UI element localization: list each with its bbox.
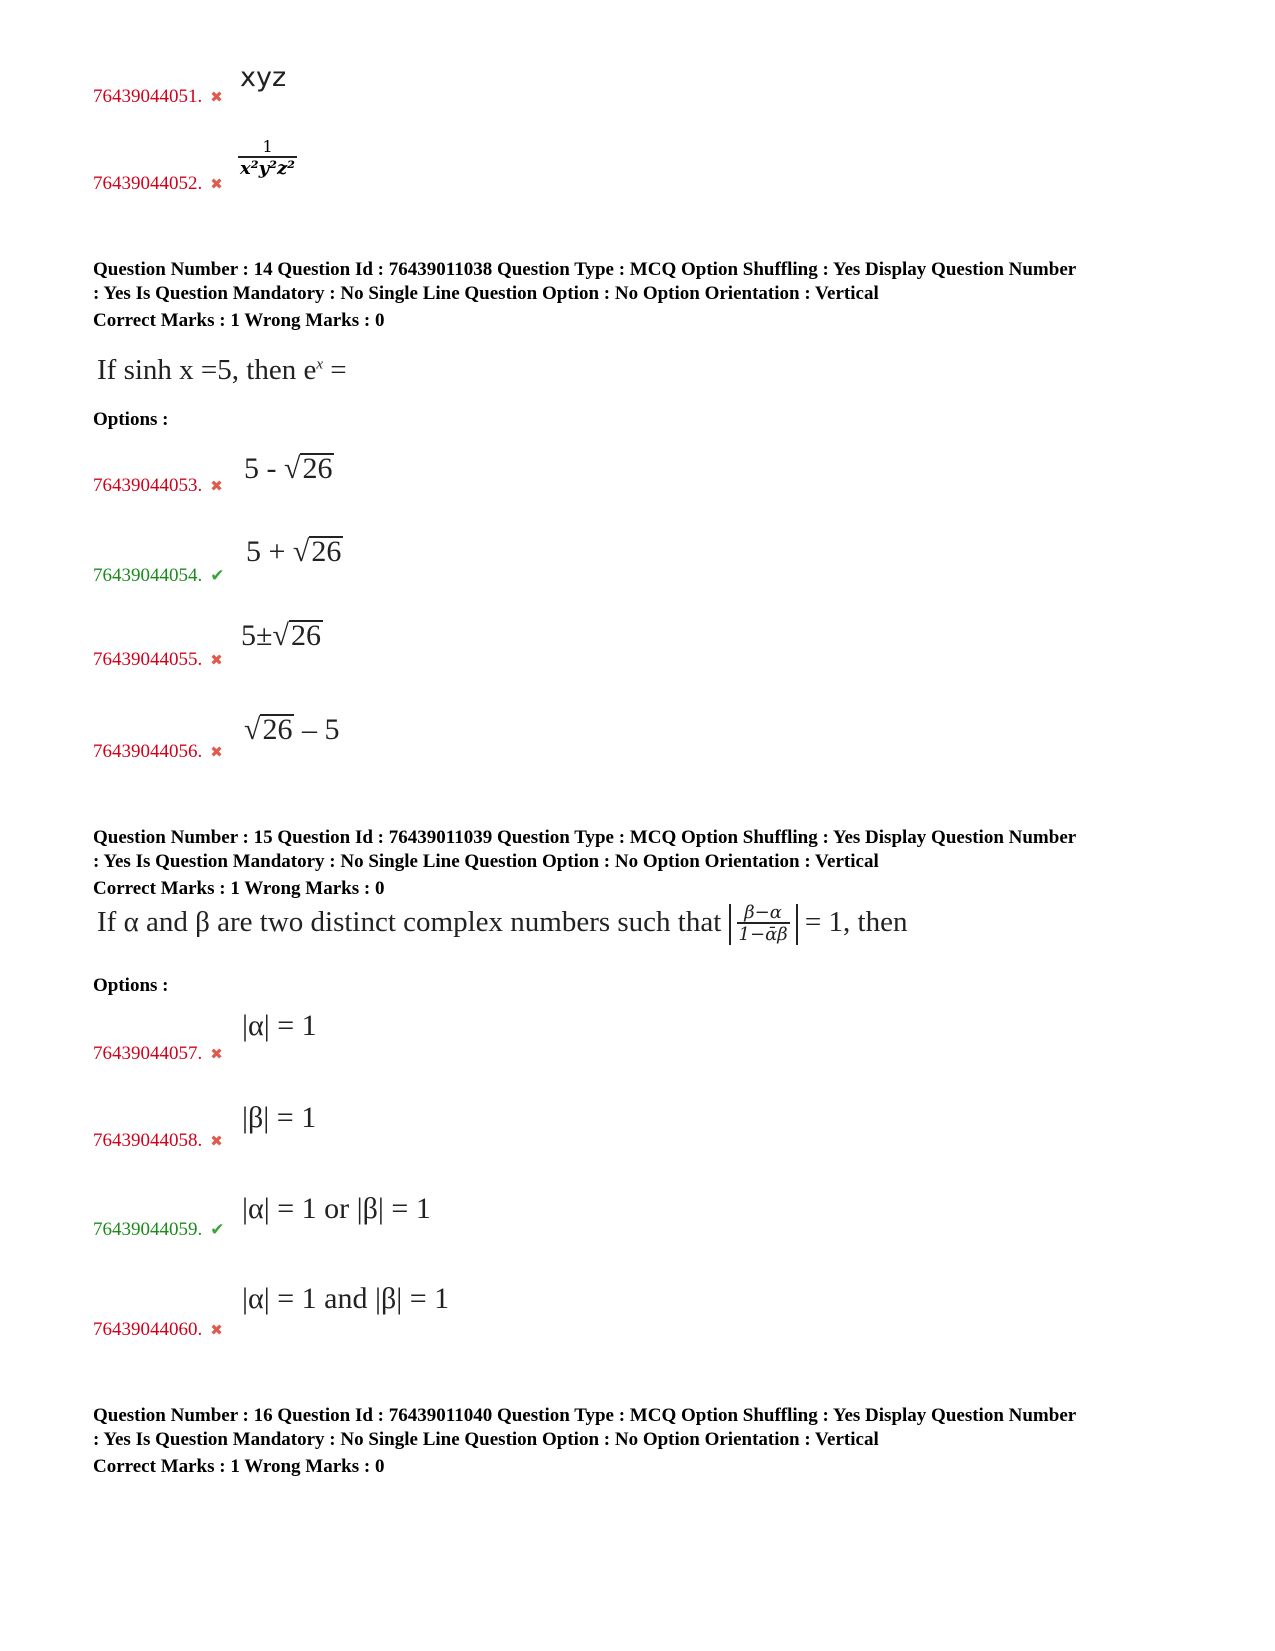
option-value: √26 – 5 <box>244 713 340 746</box>
question-text: If α and β are two distinct complex numbers such that $\frac{\beta-\alpha}{\text{1−ᾱβ}}$ = 1, then <box>97 902 908 945</box>
question-meta: Question Number : 15 Question Id : 76439011039 Question Type : MCQ Option Shuffling : Yes Display Question Number : Yes Is Question Mandatory : No Single Line Question Option : No Option Orientation : Vertical Correct Marks : 1 Wrong Marks : 0 <box>93 826 1203 901</box>
option-value: |α| = 1 <box>242 1009 317 1042</box>
question-meta: Question Number : 14 Question Id : 76439011038 Question Type : MCQ Option Shuffling : Yes Display Question Number : Yes Is Question Mandatory : No Single Line Question Option : No Option Orientation : Vertical Correct Marks : 1 Wrong Marks : 0 <box>93 258 1203 333</box>
option-id: 76439044052. ✖ <box>93 173 223 194</box>
wrong-icon: ✖ <box>210 477 223 495</box>
option-id: 76439044057. ✖ <box>93 1043 223 1064</box>
wrong-icon: ✖ <box>210 651 223 669</box>
option-id: 76439044056. ✖ <box>93 741 223 762</box>
question-meta: Question Number : 16 Question Id : 76439011040 Question Type : MCQ Option Shuffling : Yes Display Question Number : Yes Is Question Mandatory : No Single Line Question Option : No Option Orientation : Vertical Correct Marks : 1 Wrong Marks : 0 <box>93 1404 1203 1479</box>
option-id: 76439044059. ✔ <box>93 1219 225 1240</box>
question-text: If sinh x =5, then $e^x$ = <box>97 354 347 386</box>
option-value: |α| = 1 and |β| = 1 <box>242 1282 450 1315</box>
marks-line: Correct Marks : 1 Wrong Marks : 0 <box>93 1456 385 1477</box>
options-label: Options : <box>93 975 169 996</box>
check-icon: ✔ <box>210 566 225 586</box>
marks-line: Correct Marks : 1 Wrong Marks : 0 <box>93 878 385 899</box>
option-value: xyz <box>240 62 287 93</box>
wrong-icon: ✖ <box>210 1132 223 1150</box>
wrong-icon: ✖ <box>210 88 223 106</box>
option-value: $\frac{1}{\text{x²y²z²}}$ <box>240 137 296 179</box>
wrong-icon: ✖ <box>210 743 223 761</box>
option-id: 76439044054. ✔ <box>93 565 225 586</box>
options-label: Options : <box>93 409 169 430</box>
marks-line: Correct Marks : 1 Wrong Marks : 0 <box>93 310 385 331</box>
option-value: 5 - √26 <box>244 452 333 485</box>
wrong-icon: ✖ <box>210 175 223 193</box>
option-value: 5±√26 <box>241 619 321 652</box>
option-id: 76439044060. ✖ <box>93 1319 223 1340</box>
wrong-icon: ✖ <box>210 1321 223 1339</box>
option-id: 76439044058. ✖ <box>93 1130 223 1151</box>
option-value: |β| = 1 <box>242 1101 317 1134</box>
wrong-icon: ✖ <box>210 1045 223 1063</box>
check-icon: ✔ <box>210 1220 225 1240</box>
option-id: 76439044055. ✖ <box>93 649 223 670</box>
option-id: 76439044053. ✖ <box>93 475 223 496</box>
option-value: |α| = 1 or |β| = 1 <box>242 1192 431 1225</box>
option-value: 5 + √26 <box>246 535 342 568</box>
option-id: 76439044051. ✖ <box>93 86 223 107</box>
